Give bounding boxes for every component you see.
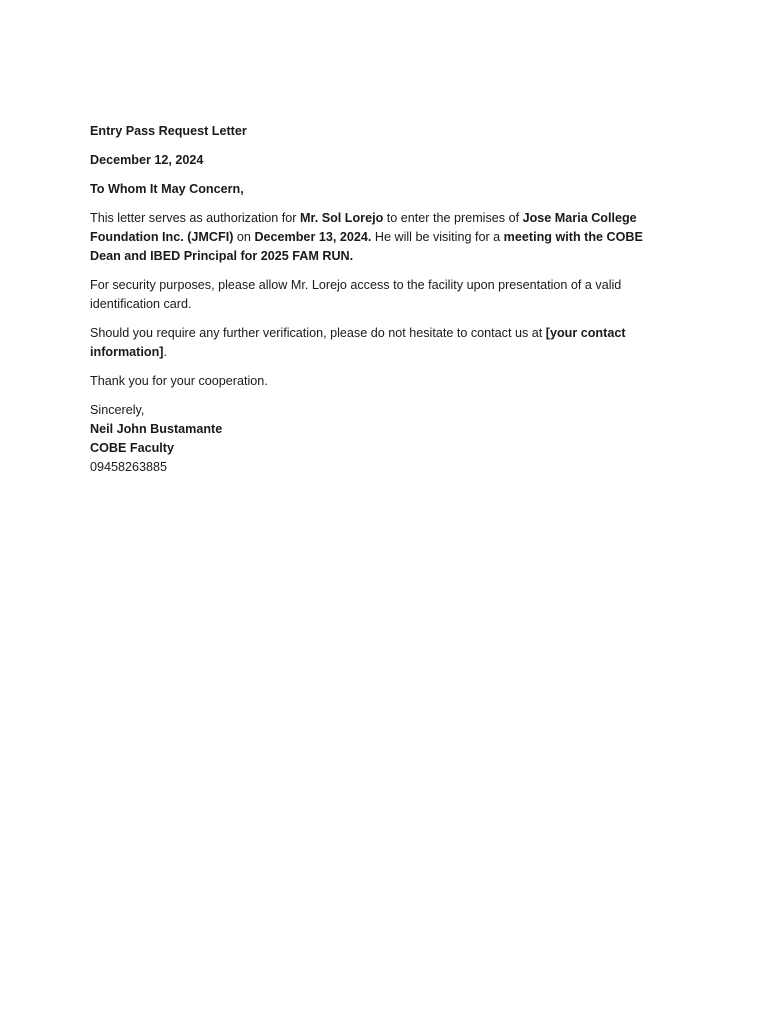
letter-date: December 12, 2024 [90,153,204,167]
signer-title: COBE Faculty [90,441,174,455]
letter-title: Entry Pass Request Letter [90,124,247,138]
paragraph-security: For security purposes, please allow Mr. Lorejo access to the facility upon presentation of a valid identification card. [90,278,622,311]
signature-block [90,401,670,477]
letter-body [90,122,670,477]
signer-name: Neil John Bustamante [90,422,223,436]
closing: Sincerely, [90,403,145,417]
signer-phone: 09458263885 [90,460,168,474]
paragraph-authorization: This letter serves as authorization for Mr. Sol Lorejo to enter the premises of Jose Maria College Foundation Inc. (JMCFI) on December 13, 2024. He will be visiting for a meeting with the COBE Dean and IBED Principal for 2025 FAM RUN. [90,211,643,263]
letter-salutation: To Whom It May Concern, [90,182,244,196]
paragraph-verification: Should you require any further verification, please do not hesitate to contact us at [your contact information]. [90,326,626,359]
paragraph-thanks: Thank you for your cooperation. [90,374,268,388]
